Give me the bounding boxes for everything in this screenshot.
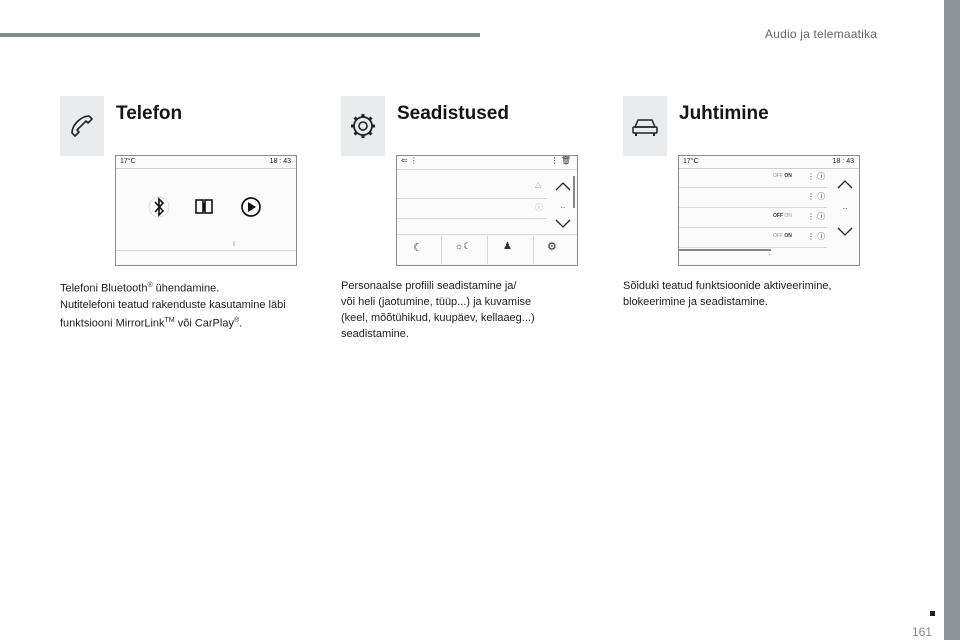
settings-icon [341,96,385,156]
warning-icon: △ [535,180,542,189]
page-indicator: . [769,251,771,257]
section-title: Telefon [116,103,183,124]
top-rule [0,33,480,37]
scroll-controls[interactable] [835,176,855,240]
telefon-icons-row [146,194,276,220]
scroll-controls[interactable] [553,178,573,238]
toggle-on[interactable]: OFF ON [773,173,792,179]
info-icon: ⓘ [535,203,543,212]
telefon-screen [115,155,297,266]
row-info-icon[interactable]: ⋮ ⓘ [807,192,826,201]
profile-icon[interactable]: ♟ [503,241,512,252]
clock: 18 : 43 [269,158,291,165]
row-info-icon[interactable]: ⋮ ⓘ [807,232,826,241]
temperature: 17°C [683,158,699,165]
carplay-icon [242,198,260,216]
clock: 18 : 43 [832,158,854,165]
row-info-icon[interactable]: ⋮ ⓘ [807,212,826,221]
svg-text:...: ... [842,205,848,211]
page-number: 161 [912,625,933,639]
mirrorlink-icon [196,200,212,213]
row-info-icon[interactable]: ⋮ ⓘ [807,172,826,181]
toggle-on[interactable]: OFF ON [773,233,792,239]
scrollbar[interactable] [573,176,575,208]
brightness-icon[interactable]: ☼☾ [455,241,472,251]
scrollbar[interactable] [679,249,771,251]
right-edge-bar [944,0,960,640]
juhtimine-description: Sõiduki teatud funktsioonide aktiveerimine, blokeerimine ja seadistamine. [623,280,832,308]
screen-divider [116,250,296,251]
seadistused-description: Personaalse profiili seadistamine ja/ või heli (jaotumine, tüüp...) ja kuvamise (keel, mõõtühikud, kuupäev, kellaaeg...) seadistamine. [341,280,535,340]
phone-icon [60,96,104,156]
page-marker [930,611,935,616]
section-title: Juhtimine [679,103,769,124]
telefon-description: Telefoni Bluetooth® ühendamine. Nutitelefoni teatud rakenduste kasutamine läbi funktsiooni MirrorLink™ või CarPlay®. [60,282,286,330]
section-title: Seadistused [397,103,509,124]
bluetooth-icon [149,197,169,217]
handle-icon: ‖ [233,242,236,248]
juhtimine-screen [678,155,860,266]
delete-icon[interactable]: ⋮ 🗑 [550,156,571,165]
moon-icon[interactable]: ☾ [413,242,423,254]
status-bar [679,156,859,169]
car-icon [623,96,667,156]
toggle-off[interactable]: OFF ON [773,213,792,219]
chapter-title: Audio ja telemaatika [765,27,878,41]
seadistused-screen [396,155,578,266]
gear-icon[interactable]: ⚙ [547,241,557,253]
temperature: 17°C [120,158,136,165]
svg-text:...: ... [560,204,566,210]
back-arrow-icon[interactable]: ⇐ ⋮ [401,156,418,165]
status-bar [116,156,296,169]
